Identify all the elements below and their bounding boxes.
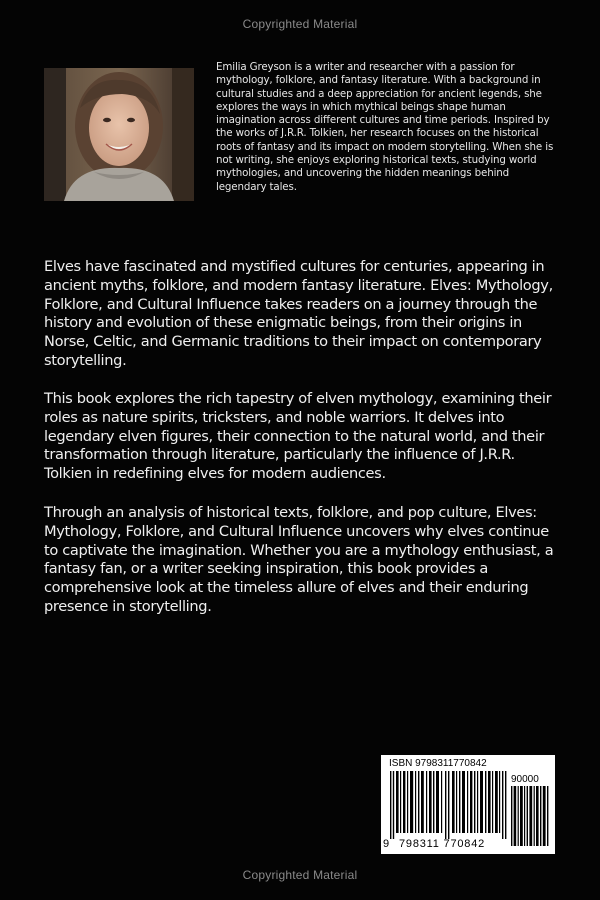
ean-digits: 798311 770842	[399, 838, 486, 850]
author-photo	[44, 68, 194, 201]
ean-first-digit: 9	[383, 838, 390, 850]
author-portrait-image	[44, 68, 194, 201]
ean-barcode-bars	[390, 771, 508, 839]
watermark-top: Copyrighted Material	[242, 17, 358, 31]
isbn-barcode	[381, 755, 555, 854]
addon-barcode-bars	[511, 786, 551, 846]
isbn-label: ISBN 9798311770842	[389, 758, 487, 769]
watermark-bottom: Copyrighted Material	[242, 868, 358, 882]
blurb-paragraph-3: Through an analysis of historical texts, folklore, and pop culture, Elves: Mythology, Folklore, and Cultural Influence uncovers why elves continue to captivate the imagination. Whether you are a mythology enthusiast, a fantasy fan, or a writer seeking inspiration, this book provides a comprehensive look at the timeless allure of elves and their enduring presence in storytelling.	[44, 504, 554, 615]
price-code: 90000	[511, 774, 539, 785]
blurb-paragraph-2: This book explores the rich tapestry of elven mythology, examining their roles as nature spirits, tricksters, and noble warriors. It delves into legendary elven figures, their connection to the natural world, and their transformation through literature, particularly the influence of J.R.R. Tolkien in redefining elves for modern audiences.	[44, 390, 552, 483]
author-bio: Emilia Greyson is a writer and researcher with a passion for mythology, folklore, and fantasy literature. With a background in cultural studies and a deep appreciation for ancient legends, she explores the ways in which mythical beings shape human imagination across different cultures and time periods. Inspired by the works of J.R.R. Tolkien, her research focuses on the historical roots of fantasy and its impact on modern storytelling. When she is not writing, she enjoys exploring historical texts, studying world mythologies, and uncovering the hidden meanings behind legendary tales.	[216, 61, 554, 193]
blurb-paragraph-1: Elves have fascinated and mystified cultures for centuries, appearing in ancient myths, folklore, and modern fantasy literature. Elves: Mythology, Folklore, and Cultural Influence takes readers on a journey through the history and evolution of these enigmatic beings, from their origins in Norse, Celtic, and Germanic traditions to their impact on contemporary storytelling.	[44, 258, 553, 369]
